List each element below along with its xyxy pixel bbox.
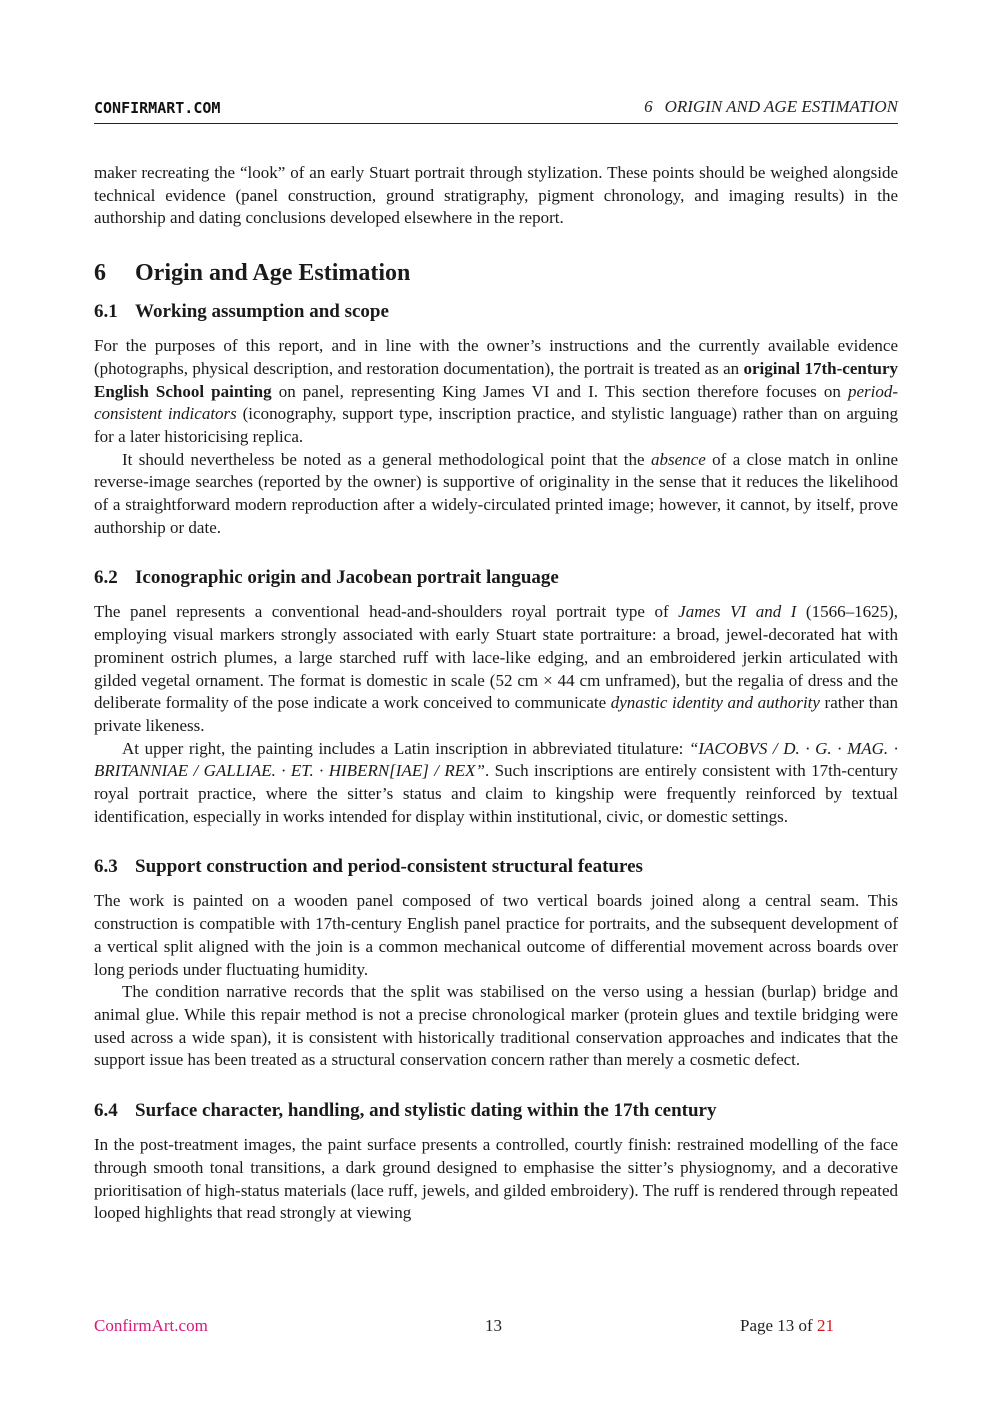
paragraph-6-3-2: The condition narrative records that the split was stabilised on the verso using a hessian (burlap) bridge and animal glue. While this repair method is not a precise chronological marker (protein glues and textile bridging were used across a wide span), it is consistent with historically traditional conservation approaches and indicates that the support issue has been treated as a structural conservation concern rather than merely a cosmetic defect.: [94, 982, 898, 1070]
paragraph-6-3-1: The work is painted on a wooden panel composed of two vertical boards joined along a central seam. This construction is compatible with 17th-century English panel practice for portraits, and the subsequent development of a vertical split aligned with the join is a common mechanical outcome of differential movement across boards over long periods under fluctuating humidity.: [94, 891, 898, 979]
intro-paragraph: maker recreating the “look” of an early Stuart portrait through stylization. These points should be weighed alongside technical evidence (panel construction, ground stratigraphy, pigment chronology, and imaging results) in the authorship and dating conclusions developed elsewhere in the report.: [94, 163, 898, 228]
subsection-heading-6-2: [94, 566, 898, 590]
text-run: of a close match in online reverse-image searches (reported by the owner) is supportive of originality in the sense that it reduces the likelihood of a straightforward modern reproduction after a widely-circulated printed image; however, it cannot, by itself, prove authorship or date.: [94, 449, 899, 537]
section-heading: [94, 258, 898, 288]
section-title: Origin and Age Estimation: [135, 260, 411, 287]
spacer: [94, 539, 898, 552]
running-section-number: 6: [644, 97, 653, 116]
footer-page-number: 13: [485, 1316, 502, 1335]
page-of-label: Page 13 of: [740, 1316, 817, 1335]
text-run: (iconography, support type, inscription practice, and stylistic language) rather than on arguing for a later historicising replica.: [94, 404, 898, 446]
paragraph-6-4-1: In the post-treatment images, the paint surface presents a controlled, courtly finish: restrained modelling of the face through smooth tonal transitions, a dark ground designed to emphasise the sitter’s physiognomy, and a decorative prioritisation of high-status materials (lace ruff, jewels, and gilded embroidery). The ruff is rendered through repeated looped highlights that read strongly at viewing: [94, 1135, 898, 1223]
italic-text: absence: [650, 449, 706, 469]
section-number: 6: [94, 260, 106, 287]
italic-text: James VI and I: [678, 602, 797, 622]
text-run: For the purposes of this report, and in line with the owner’s instructions and the currently available evidence (photographs, physical description, and restoration documentation), the portrait is treated as an: [94, 336, 898, 378]
paragraph-6-2-1: [94, 601, 898, 737]
inscription-text: “IACOBVS / D. · G. · MAG. · BRITANNIAE / GALLIAE. · ET. · HIBERN[IAE] / REX”: [94, 738, 898, 781]
text-run: (1566–1625), employing visual markers strongly associated with early Stuart state portraiture: a broad, jewel-decorated hat with prominent ostrich plumes, a large starched ruff with lace-like edging, and an embroidered jerkin articulated with gilded vegetal ornament. The format is domestic in scale (52 cm × 44 cm unframed), but the regalia of dress and the deliberate formality of the pose indicate a work conceived to communicate: [94, 602, 898, 713]
paragraph-6-1-2: [94, 449, 898, 540]
subsection-title: Iconographic origin and Jacobean portrait language: [135, 567, 559, 589]
page-footer: [94, 1316, 898, 1340]
spacer: [94, 1072, 898, 1085]
subsection-heading-6-1: [94, 300, 898, 324]
subsection-heading-6-4: [94, 1099, 898, 1123]
subsection-number: 6.2: [94, 567, 118, 589]
subsection-number: 6.4: [94, 1100, 118, 1122]
subsection-title: Working assumption and scope: [135, 301, 389, 323]
text-run: At upper right, the painting includes a Latin inscription in abbreviated titulature:: [122, 738, 689, 758]
italic-text: period-consistent indicators: [94, 381, 898, 424]
footer-site-link[interactable]: ConfirmArt.com: [94, 1316, 208, 1335]
footer-page-count: [740, 1316, 834, 1336]
text-run: rather than private likeness.: [94, 693, 899, 735]
subsection-title: Support construction and period-consistent structural features: [135, 856, 643, 878]
bold-text: original 17th-century English School painting: [94, 358, 898, 401]
running-section-name: ORIGIN AND AGE ESTIMATION: [664, 97, 898, 116]
paragraph-6-1-1: [94, 335, 898, 449]
page-content: [94, 162, 898, 1225]
running-section-title: [644, 97, 898, 117]
spacer: [94, 828, 898, 841]
total-pages-link[interactable]: 21: [816, 1316, 834, 1335]
subsection-number: 6.3: [94, 856, 118, 878]
paragraph-6-2-2: [94, 738, 898, 829]
text-run: It should nevertheless be noted as a general methodological point that the: [122, 449, 651, 469]
site-logo: CONFIRMART.COM: [94, 99, 221, 117]
text-run: The panel represents a conventional head-and-shoulders royal portrait type of: [94, 602, 679, 622]
subsection-title: Surface character, handling, and stylistic dating within the 17th century: [135, 1100, 717, 1122]
subsection-number: 6.1: [94, 301, 118, 323]
subsection-heading-6-3: [94, 855, 898, 879]
text-run: on panel, representing King James VI and I. This section therefore focuses on: [271, 381, 848, 401]
text-run: . Such inscriptions are entirely consistent with 17th-century royal portrait practice, where the sitter’s status and claim to kingship were frequently reinforced by textual identification, especially in works intended for display within institutional, civic, or domestic settings.: [94, 761, 899, 826]
italic-text: dynastic identity and authority: [610, 693, 820, 713]
running-header: [94, 97, 898, 124]
